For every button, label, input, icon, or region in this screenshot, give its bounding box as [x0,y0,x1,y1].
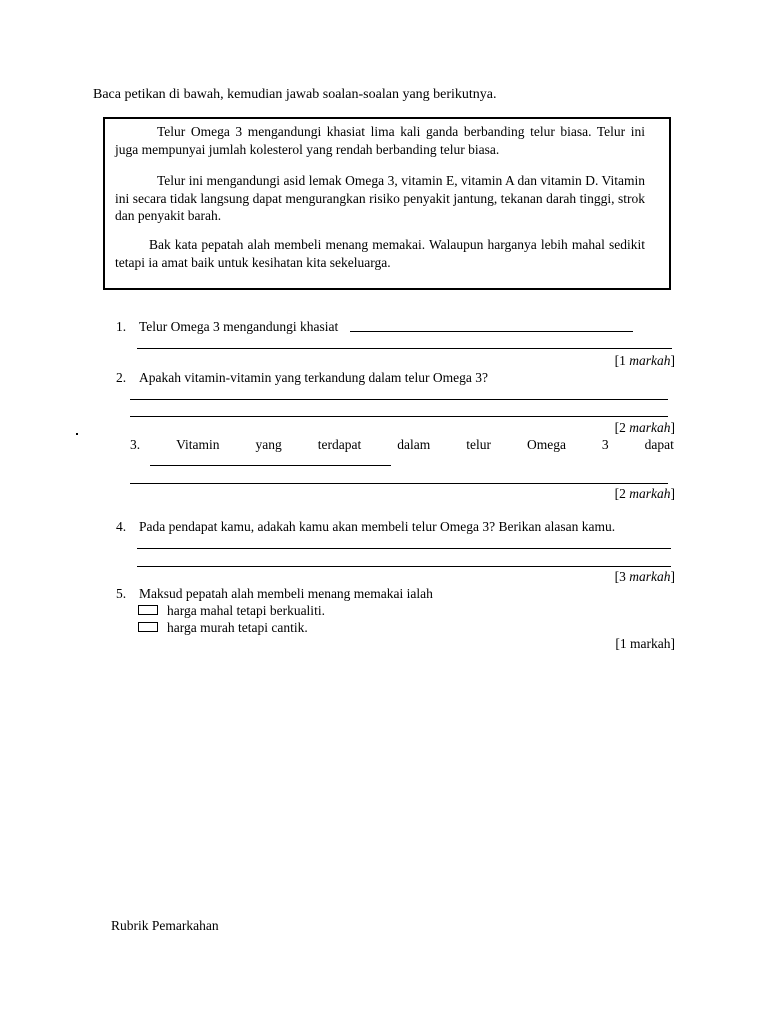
instruction-text: Baca petikan di bawah, kemudian jawab soalan-soalan yang berikutnya. [93,87,497,102]
question-1-text: Telur Omega 3 mengandungi khasiat [139,319,339,334]
answer-line-2b[interactable] [130,416,668,417]
question-3-text: 3. Vitamin yang terdapat dalam telur Omega 3 dapat [130,437,674,452]
question-2-text: Apakah vitamin-vitamin yang terkandung dalam telur Omega 3? [139,370,489,385]
answer-line-1b[interactable] [137,348,672,349]
option-1-checkbox[interactable] [138,605,158,615]
option-1-label: harga mahal tetapi berkualiti. [167,603,325,618]
question-5-text: Maksud pepatah alah membeli menang memakai ialah [139,586,433,601]
answer-line-4b[interactable] [137,566,671,567]
question-1-number: 1. [116,319,127,334]
passage-paragraph-2: Telur ini mengandungi asid lemak Omega 3, vitamin E, vitamin A dan vitamin D. Vitamin ini secara tidak langsung dapat mengurangkan risiko penyakit jantung, tekanan darah tinggi, strok dan penyakit barah. [115,173,645,224]
answer-line-3b[interactable] [130,483,668,484]
question-4-text: Pada pendapat kamu, adakah kamu akan membeli telur Omega 3? Berikan alasan kamu. [139,519,616,534]
answer-line-3a[interactable] [150,465,391,466]
passage-paragraph-3: Bak kata pepatah alah membeli menang memakai. Walaupun harganya lebih mahal sedikit tetapi ia amat baik untuk kesihatan kita sekeluarga. [115,237,645,270]
option-2-checkbox[interactable] [138,622,158,632]
scan-speck [76,433,78,435]
question-5-number: 5. [116,586,127,601]
question-1-mark: [1 markah] [614,353,675,368]
answer-line-1a[interactable] [350,331,633,332]
question-2-mark: [2 markah] [614,420,675,435]
question-3-mark: [2 markah] [614,486,675,501]
question-4-mark: [3 markah] [614,569,675,584]
question-2-number: 2. [116,370,127,385]
question-5-mark: [1 markah] [615,636,675,651]
passage-paragraph-1: Telur Omega 3 mengandungi khasiat lima kali ganda berbanding telur biasa. Telur ini juga mempunyai jumlah kolesterol yang rendah berbanding telur biasa. [115,124,645,157]
question-4-number: 4. [116,519,127,534]
question-3-number: 3. [130,437,141,452]
answer-line-4a[interactable] [137,548,671,549]
footer-heading: Rubrik Pemarkahan [111,918,219,933]
passage-box [103,117,671,290]
answer-line-2a[interactable] [130,399,668,400]
option-2-label: harga murah tetapi cantik. [167,620,308,635]
